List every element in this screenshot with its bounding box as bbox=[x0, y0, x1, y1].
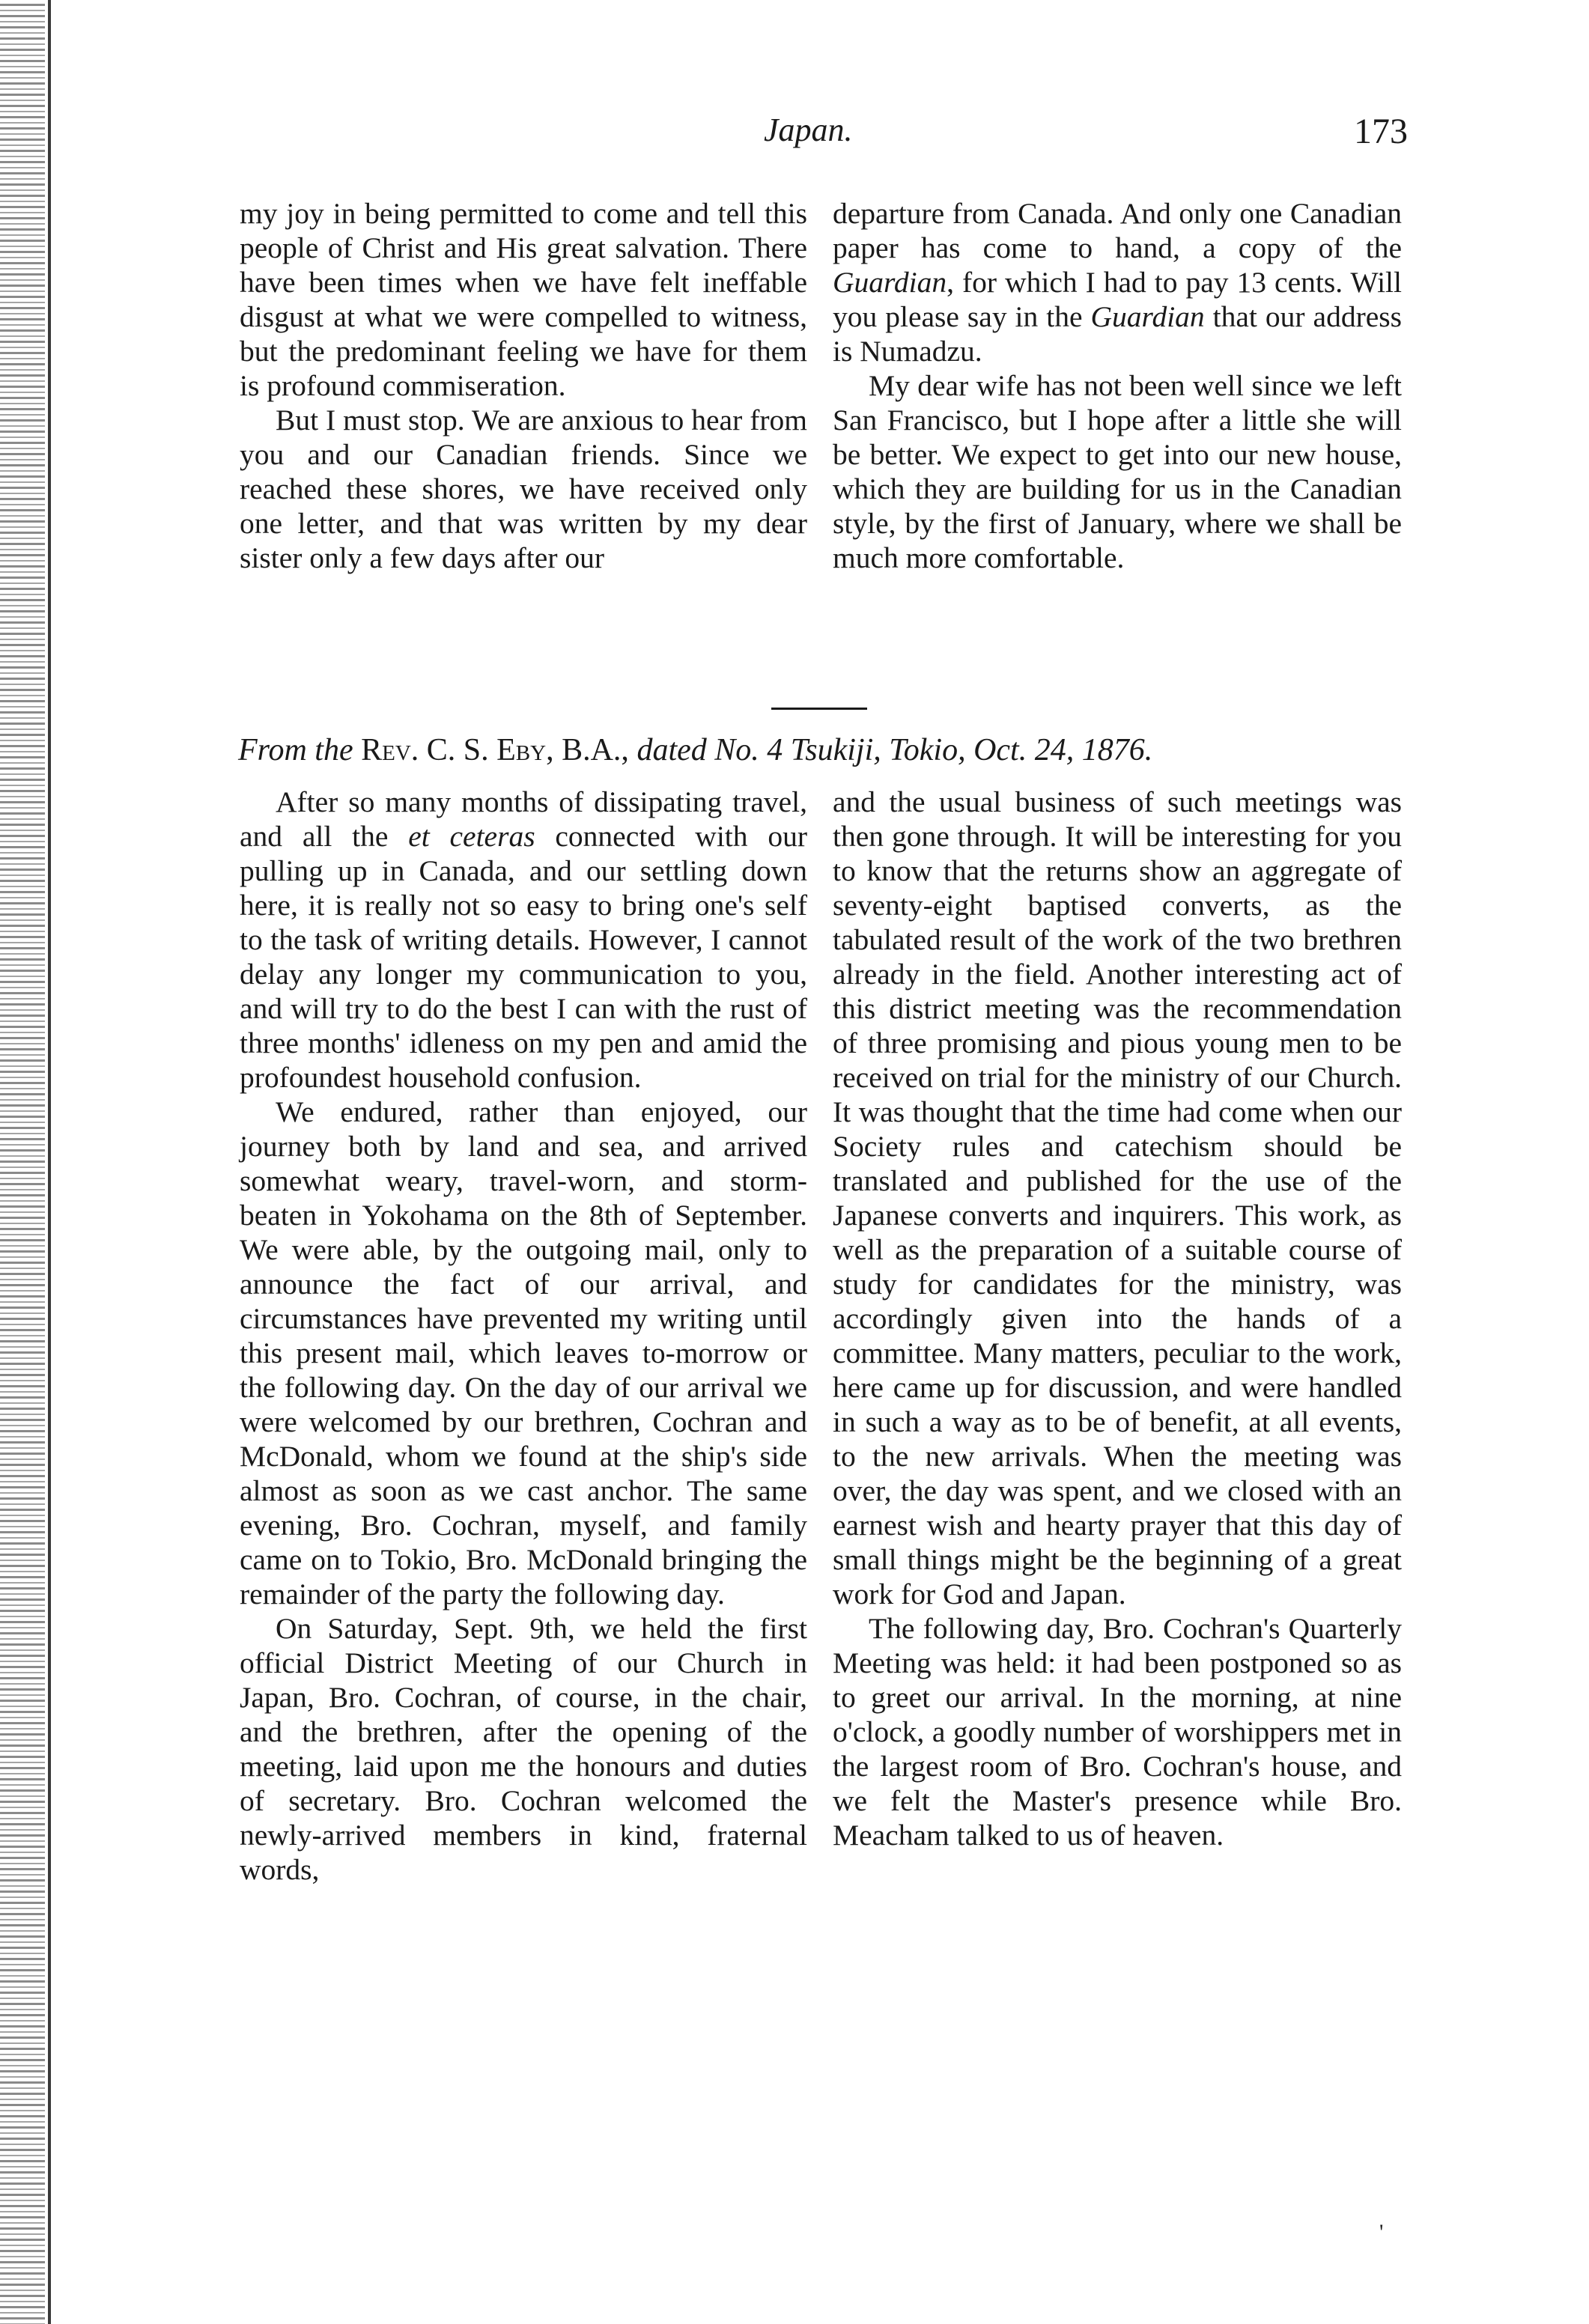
binding-edge bbox=[0, 0, 45, 2324]
text-run: that our address is Numadzu. bbox=[833, 300, 1402, 368]
paragraph: My dear wife has not been well since we left San Francisco, but I hope after a little she will be better. We expect to get into our new house, which they are building for us in the Canadian style, by the first of January, where we shall be much more comfortable. bbox=[833, 369, 1402, 574]
binding-line bbox=[48, 0, 51, 2324]
paragraph: The following day, Bro. Cochran's Quarterly Meeting was held: it had been postponed so as to greet our arrival. In the morning, at nine o'clock, a goodly number of worshippers met in the largest room of Bro. Cochran's house, and we felt the Master's presence while Bro. Meacham talked to us of heaven. bbox=[833, 1612, 1402, 1852]
paragraph: On Saturday, Sept. 9th, we held the first official District Meeting of our Church in Japan, Bro. Cochran, of course, in the chair, and the brethren, after the opening of the meeting, laid upon me the honours and duties of secretary. Bro. Cochran welcomed the newly-arrived members in kind, fraternal words, bbox=[240, 1612, 807, 1886]
text-run: departure from Canada. And only one Canadian paper has come to hand, a copy of the bbox=[833, 197, 1402, 264]
dateline-author: Rev. C. S. Eby, B.A., bbox=[361, 733, 629, 767]
letter2-left-column bbox=[240, 785, 807, 1887]
paragraph bbox=[240, 785, 807, 1095]
page-header bbox=[240, 111, 1408, 163]
letter1-right-column bbox=[833, 196, 1402, 575]
dateline-place-date: No. 4 Tsukiji, Tokio, Oct. 24, 1876. bbox=[714, 733, 1153, 767]
italic-phrase: et ceteras bbox=[408, 820, 535, 853]
page-number: 173 bbox=[1354, 112, 1408, 151]
letter2-right-column bbox=[833, 785, 1402, 1852]
letter-dateline bbox=[238, 732, 1406, 768]
stray-mark: ' bbox=[1379, 2220, 1384, 2245]
section-divider bbox=[771, 708, 867, 710]
paragraph: But I must stop. We are anxious to hear from you and our Canadian friends. Since we reached these shores, we have received only one letter, and that was written by my dear sister only a few days after our bbox=[240, 404, 807, 574]
paragraph bbox=[833, 196, 1402, 368]
dateline-dated: dated bbox=[636, 733, 707, 767]
text-run: After so many months of dissipating travel, and all the bbox=[240, 785, 807, 853]
text-run: connected with our pulling up in Canada, and our settling down here, it is really not so easy to bring one's self to the task of writing details. However, I cannot delay any longer my communication to you, and will try to do the best I can with the rust of three months' idleness on my pen and amid the profoundest household confusion. bbox=[240, 820, 807, 1094]
paragraph: and the usual business of such meetings was then gone through. It will be interesting for you to know that the returns show an aggregate of seventy-eight baptised converts, as the tabulated result of the work of the two brethren already in the field. Another interesting act of this district meeting was the recommendation of three promising and pious young men to be received on trial for the ministry of our Church. It was thought that the time had come when our Society rules and catechism should be translated and published for the use of the Japanese converts and inquirers. This work, as well as the preparation of a suitable course of study for candidates for the ministry, was accordingly given into the hands of a committee. Many matters, peculiar to the work, here came up for discussion, and were handled in such a way as to be of benefit, at all events, to the new arrivals. When the meeting was over, the day was spent, and we closed with an earnest wish and hearty prayer that this day of small things might be the beginning of a great work for God and Japan. bbox=[833, 785, 1402, 1610]
running-head: Japan. bbox=[764, 112, 853, 148]
dateline-from: From the bbox=[238, 733, 353, 767]
newspaper-title: Guardian bbox=[1090, 300, 1205, 333]
newspaper-title: Guardian bbox=[833, 266, 947, 299]
text-run: , for which I had to pay 13 cents. Will you please say in the bbox=[833, 266, 1402, 333]
paragraph: my joy in being permitted to come and tell this people of Christ and His great salvation. There have been times when we have felt ineffable disgust at what we were compelled to witness, but the predominant feeling we have for them is profound commiseration. bbox=[240, 197, 807, 402]
paragraph: We endured, rather than enjoyed, our journey both by land and sea, and arrived somewhat weary, travel-worn, and storm-beaten in Yokohama on the 8th of September. We were able, by the outgoing mail, only to announce the fact of our arrival, and circumstances have prevented my writing until this present mail, which leaves to-morrow or the following day. On the day of our arrival we were welcomed by our brethren, Cochran and McDonald, whom we found at the ship's side almost as soon as we cast anchor. The same evening, Bro. Cochran, myself, and family came on to Tokio, Bro. McDonald bringing the remainder of the party the following day. bbox=[240, 1095, 807, 1610]
letter1-left-column bbox=[240, 196, 807, 575]
